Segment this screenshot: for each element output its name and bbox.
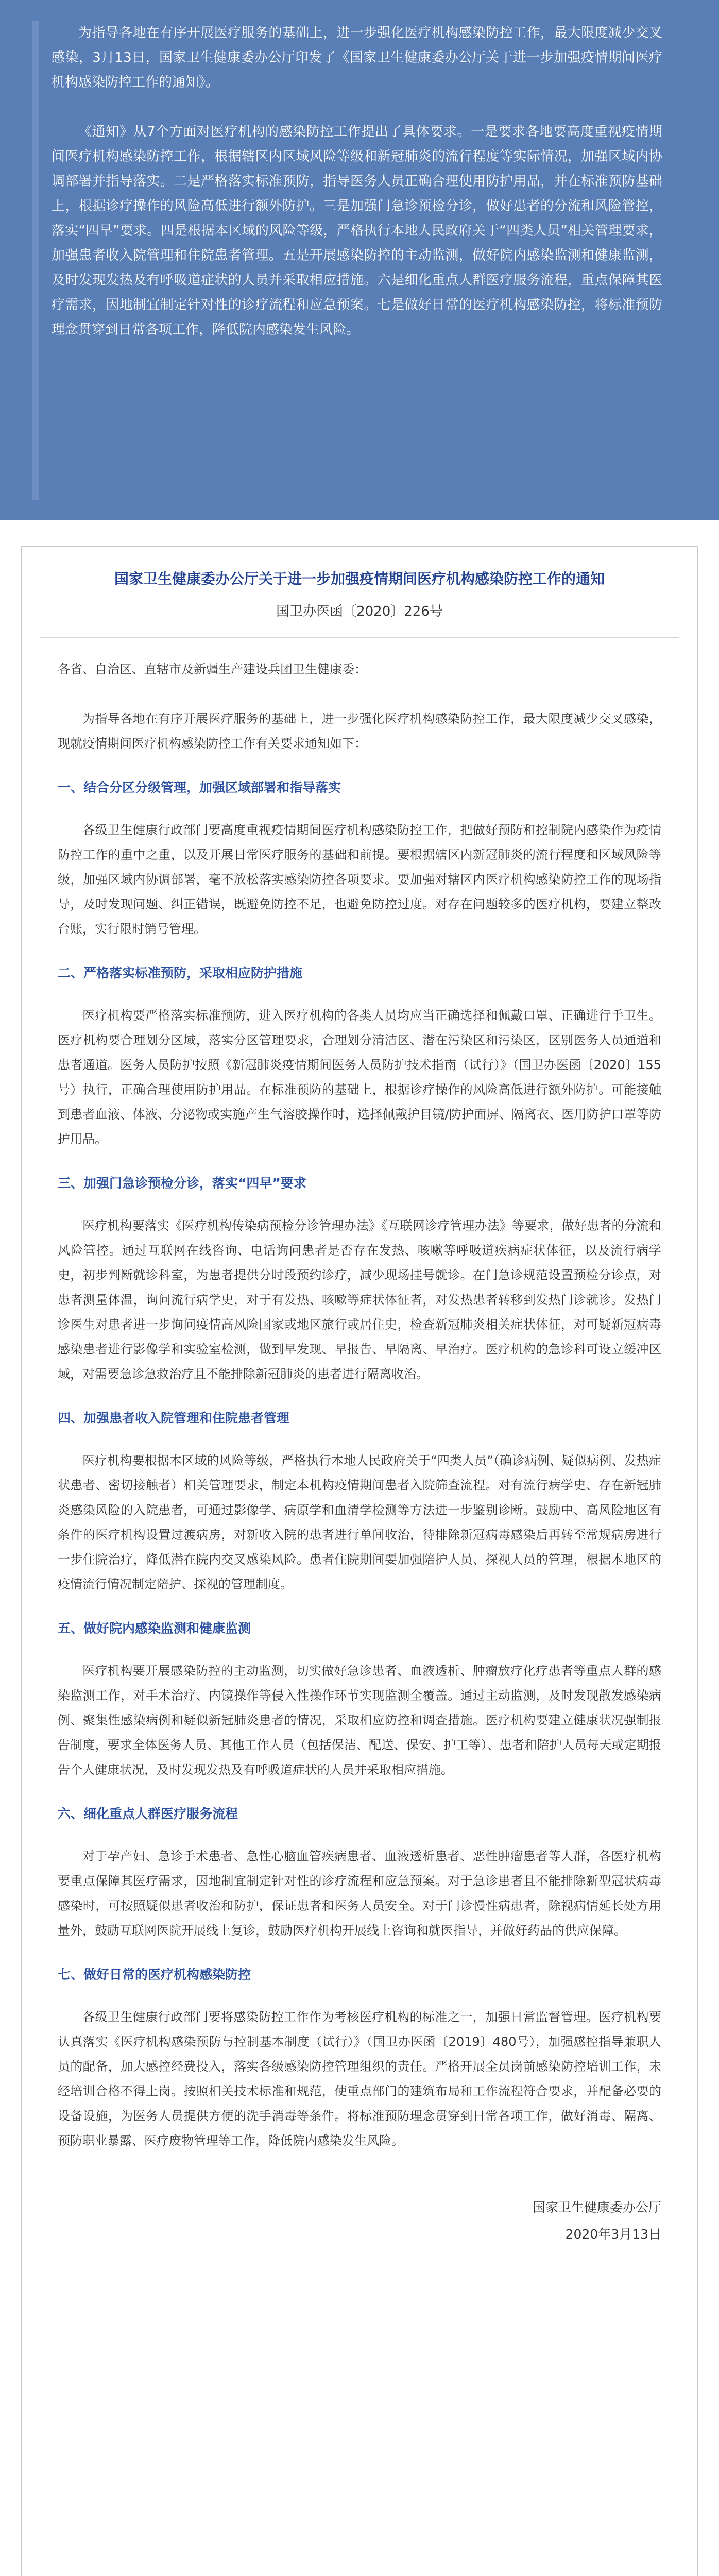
section-heading-7: 七、做好日常的医疗机构感染防控 (58, 1967, 251, 1982)
section-body-4: 医疗机构要根据本区域的风险等级，严格执行本地人民政府关于“四类人员”（确诊病例、疑似病例、发热症状患者、密切接触者）相关管理要求，制定本机构疫情期间患者入院筛查流程。对有流行病学史、存在新冠肺炎感染风险的入院患者，可通过影像学、病原学和血清学检测等方法进一步鉴别诊断。鼓励中、高风险地区有条件的医疗机构设置过渡病房，对新收入院的患者进行单间收治，待排除新冠病毒感染后再转至常规病房进行一步住院治疗，降低潜在院内交叉感染风险。患者住院期间要加强陪护人员、探视人员的管理，根据本地区的疫情流行情况制定陪护、探视的管理制度。 (58, 1453, 661, 1591)
section-heading-6: 六、细化重点人群医疗服务流程 (58, 1806, 238, 1821)
salutation: 各省、自治区、直辖市及新疆生产建设兵团卫生健康委： (58, 662, 367, 676)
section-heading-4: 四、加强患者收入院管理和住院患者管理 (58, 1411, 290, 1426)
notice-content (22, 638, 697, 2153)
document-number: 国卫办医函〔2020〕226号 (276, 604, 443, 619)
section-body-7: 各级卫生健康行政部门要将感染防控工作作为考核医疗机构的标准之一，加强日常监督管理。医疗机构要认真落实《医疗机构感染预防与控制基本制度（试行）》（国卫办医函〔2019〕480号），加强感控指导兼职人员的配备，加大感控经费投入，落实各级感染防控管理组织的责任。严格开展全员岗前感染防控培训工作，未经培训合格不得上岗。按照相关技术标准和规范，使重点部门的建筑布局和工作流程符合要求，并配备必要的设备设施，为医务人员提供方便的洗手消毒等条件。将标准预防理念贯穿到日常各项工作，做好消毒、隔离、预防职业暴露、医疗废物管理等工作，降低院内感染发生风险。 (58, 2010, 661, 2148)
notice-title: 国家卫生健康委办公厅关于进一步加强疫情期间医疗机构感染防控工作的通知 (114, 570, 605, 587)
section-heading-2: 二、严格落实标准预防，采取相应防护措施 (58, 965, 303, 980)
quote-bar (32, 21, 39, 500)
section-body-2: 医疗机构要严格落实标准预防，进入医疗机构的各类人员均应当正确选择和佩戴口罩、正确进行手卫生。医疗机构要合理划分区域，落实分区管理要求，合理划分清洁区、潜在污染区和污染区，区别医务人员通道和患者通道。医务人员防护按照《新冠肺炎疫情期间医务人员防护技术指南（试行）》（国卫办医函〔2020〕155号）执行，正确合理使用防护用品。在标准预防的基础上，根据诊疗操作的风险高低进行额外防护。可能接触到患者血液、体液、分泌物或实施产生气溶胶操作时，选择佩戴护目镜/防护面屏、隔离衣、医用防护口罩等防护用品。 (58, 1008, 661, 1146)
summary-paragraph-2: 《通知》从7个方面对医疗机构的感染防控工作提出了具体要求。一是要求各地要高度重视疫情期间医疗机构感染防控工作，根据辖区内区域风险等级和新冠肺炎的流行程度等实际情况，加强区域内协调部署并指导落实。二是严格落实标准预防，指导医务人员正确合理使用防护用品，并在标准预防基础上，根据诊疗操作的风险高低进行额外防护。三是加强门急诊预检分诊，做好患者的分流和风险管控，落实“四早”要求。四是根据本区域的风险等级，严格执行本地人民政府关于“四类人员”相关管理要求，加强患者收入院管理和住院患者管理。五是开展感染防控的主动监测，做好院内感染监测和健康监测，及时发现发热及有呼吸道症状的人员并采取相应措施。六是细化重点人群医疗服务流程，重点保障其医疗需求，因地制宜制定针对性的诊疗流程和应急预案。七是做好日常的医疗机构感染防控，将标准预防理念贯穿到日常各项工作，降低院内感染发生风险。 (52, 124, 662, 337)
section-body-6: 对于孕产妇、急诊手术患者、急性心脑血管疾病患者、血液透析患者、恶性肿瘤患者等人群，各医疗机构要重点保障其医疗需求，因地制宜制定针对性的诊疗流程和应急预案。对于急诊患者且不能排除新型冠状病毒感染时，可按照疑似患者收治和防护，保证患者和医务人员安全。对于门诊慢性病患者，除视病情延长处方用量外，鼓励互联网医院开展线上复诊，鼓励医疗机构开展线上咨询和就医指导，并做好药品的供应保障。 (58, 1849, 661, 1938)
section-body-1: 各级卫生健康行政部门要高度重视疫情期间医疗机构感染防控工作，把做好预防和控制院内感染作为疫情防控工作的重中之重，以及开展日常医疗服务的基础和前提。要根据辖区内新冠肺炎的流行程度和区域风险等级，加强区域内协调部署，毫不放松落实感染防控各项要求。要加强对辖区内医疗机构感染防控工作的现场指导，及时发现问题、纠正错误，既避免防控不足，也避免防控过度。对存在问题较多的医疗机构，要建立整改台账，实行限时销号管理。 (58, 823, 661, 936)
section-heading-5: 五、做好院内感染监测和健康监测 (58, 1621, 251, 1636)
summary-paragraph-1: 为指导各地在有序开展医疗服务的基础上，进一步强化医疗机构感染防控工作，最大限度减少交叉感染，3月13日，国家卫生健康委办公厅印发了《国家卫生健康委办公厅关于进一步加强疫情期间医疗机构感染防控工作的通知》。 (52, 25, 662, 90)
issuer-name: 国家卫生健康委办公厅 (532, 2200, 661, 2215)
notice-box (21, 546, 698, 2576)
section-body-3: 医疗机构要落实《医疗机构传染病预检分诊管理办法》《互联网诊疗管理办法》等要求，做好患者的分流和风险管控。通过互联网在线咨询、电话询问患者是否存在发热、咳嗽等呼吸道疾病症状体征，以及流行病学史，初步判断就诊科室，为患者提供分时段预约诊疗，减少现场挂号就诊。在门急诊规范设置预检分诊点，对患者测量体温，询问流行病学史，对于有发热、咳嗽等症状体征者，对发热患者转移到发热门诊就诊。发热门诊医生对患者进一步询问疫情高风险国家或地区旅行或居住史，检查新冠肺炎相关症状体征，对可疑新冠病毒感染患者进行影像学和实验室检测，做到早发现、早报告、早隔离、早治疗。医疗机构的急诊科可设立缓冲区域，对需要急诊急救治疗且不能排除新冠肺炎的患者进行隔离收治。 (58, 1218, 661, 1381)
signature-block (22, 2194, 661, 2248)
issue-date: 2020年3月13日 (565, 2227, 661, 2242)
section-heading-1: 一、结合分区分级管理，加强区域部署和指导落实 (58, 780, 341, 795)
summary-banner (0, 0, 719, 520)
section-heading-3: 三、加强门急诊预检分诊，落实“四早”要求 (58, 1176, 306, 1191)
intro-paragraph: 为指导各地在有序开展医疗服务的基础上，进一步强化医疗机构感染防控工作，最大限度减少交叉感染，现就疫情期间医疗机构感染防控工作有关要求通知如下： (58, 711, 661, 751)
section-body-5: 医疗机构要开展感染防控的主动监测，切实做好急诊患者、血液透析、肿瘤放疗化疗患者等重点人群的感染监测工作，对手术治疗、内镜操作等侵入性操作环节实现监测全覆盖。通过主动监测，及时发现散发感染病例、聚集性感染病例和疑似新冠肺炎患者的情况，采取相应防控和调查措施。医疗机构要建立健康状况强制报告制度，要求全体医务人员、其他工作人员（包括保洁、配送、保安、护工等）、患者和陪护人员每天或定期报告个人健康状况，及时发现发热及有呼吸道症状的人员并采取相应措施。 (58, 1664, 661, 1777)
